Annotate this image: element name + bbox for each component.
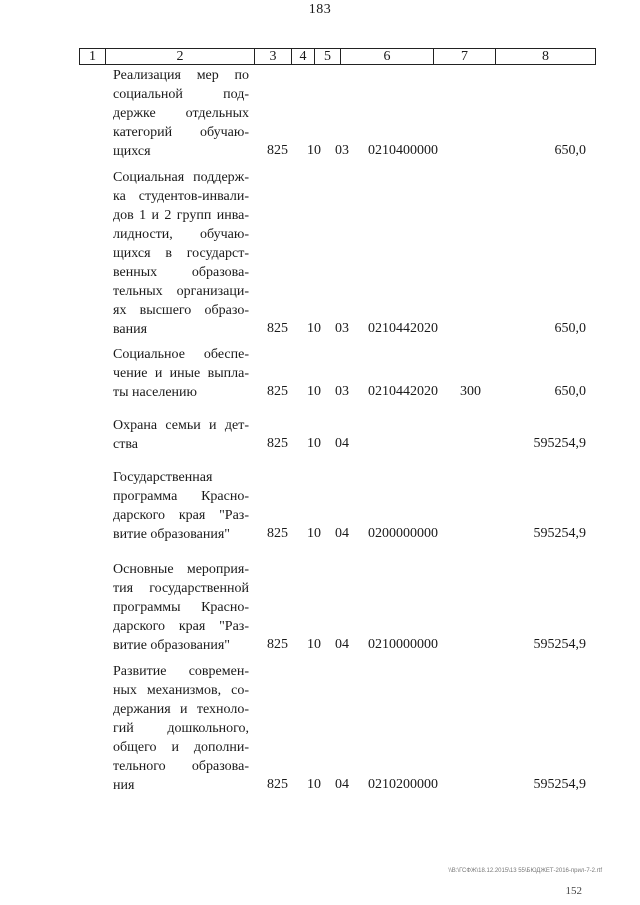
header-col-3: 3 xyxy=(255,49,292,64)
row-description xyxy=(113,468,249,544)
description-line: дарского края "Раз- xyxy=(113,508,249,523)
description-line: ных механизмов, со- xyxy=(113,683,249,698)
amount-cell: 650,0 xyxy=(554,143,586,158)
header-col-6: 6 xyxy=(341,49,434,64)
header-col-5: 5 xyxy=(315,49,341,64)
description-line: витие образования" xyxy=(113,527,230,542)
description-line: Охрана семьи и дет- xyxy=(113,418,249,433)
header-col-8: 8 xyxy=(542,49,549,64)
description-line: держке отдельных xyxy=(113,106,249,121)
ministry-code-cell: 825 xyxy=(267,384,288,399)
header-col-7: 7 xyxy=(434,49,496,64)
subsection-code-cell: 04 xyxy=(335,637,349,652)
section-code-cell: 10 xyxy=(307,321,321,336)
amount-cell: 595254,9 xyxy=(533,436,586,451)
header-col-1: 1 xyxy=(80,49,106,64)
section-code-cell: 10 xyxy=(307,526,321,541)
subsection-code-cell: 03 xyxy=(335,143,349,158)
ministry-code-cell: 825 xyxy=(267,436,288,451)
amount-cell: 595254,9 xyxy=(533,526,586,541)
row-description xyxy=(113,560,249,655)
description-line: программы Красно- xyxy=(113,600,249,615)
ministry-code-cell: 825 xyxy=(267,526,288,541)
description-line: тельных организаци- xyxy=(113,284,249,299)
description-line: Социальное обеспе- xyxy=(113,347,249,362)
row-description xyxy=(113,416,249,454)
description-line: витие образования" xyxy=(113,638,230,653)
page-number: 183 xyxy=(308,2,332,17)
section-code-cell: 10 xyxy=(307,143,321,158)
table-header-row xyxy=(79,48,596,65)
description-line: общего и дополни- xyxy=(113,740,249,755)
description-line: щихся в государст- xyxy=(113,246,249,261)
amount-cell: 595254,9 xyxy=(533,777,586,792)
ministry-code-cell: 825 xyxy=(267,637,288,652)
description-line: тия государственной xyxy=(113,581,249,596)
description-line: щихся xyxy=(113,144,151,159)
ministry-code-cell: 825 xyxy=(267,143,288,158)
description-line: дарского края "Раз- xyxy=(113,619,249,634)
target-article-code-cell: 0210442020 xyxy=(368,384,438,399)
amount-cell: 650,0 xyxy=(554,321,586,336)
description-line: ка студентов-инвали- xyxy=(113,189,249,204)
description-line: Развитие современ- xyxy=(113,664,249,679)
row-description xyxy=(113,345,249,402)
description-line: социальной под- xyxy=(113,87,249,102)
description-line: гий дошкольного, xyxy=(113,721,249,736)
description-line: тельного образова- xyxy=(113,759,249,774)
subsection-code-cell: 04 xyxy=(335,526,349,541)
description-line: программа Красно- xyxy=(113,489,249,504)
header-col-4: 4 xyxy=(292,49,315,64)
subsection-code-cell: 03 xyxy=(335,384,349,399)
description-line: ства xyxy=(113,437,138,452)
row-description xyxy=(113,662,249,795)
description-line: категорий обучаю- xyxy=(113,125,249,140)
ministry-code-cell: 825 xyxy=(267,777,288,792)
section-code-cell: 10 xyxy=(307,436,321,451)
description-line: венных образова- xyxy=(113,265,249,280)
description-line: Социальная поддерж- xyxy=(113,170,249,185)
target-article-code-cell: 0200000000 xyxy=(368,526,438,541)
description-line: ния xyxy=(113,778,135,793)
expense-type-code-cell: 300 xyxy=(460,384,481,399)
description-line: Реализация мер по xyxy=(113,68,249,83)
subsection-code-cell: 04 xyxy=(335,436,349,451)
description-line: лидности, обучаю- xyxy=(113,227,249,242)
target-article-code-cell: 0210442020 xyxy=(368,321,438,336)
target-article-code-cell: 0210400000 xyxy=(368,143,438,158)
footer-page-number: 152 xyxy=(565,885,582,897)
description-line: ты населению xyxy=(113,385,197,400)
amount-cell: 595254,9 xyxy=(533,637,586,652)
subsection-code-cell: 03 xyxy=(335,321,349,336)
section-code-cell: 10 xyxy=(307,777,321,792)
description-line: держания и техноло- xyxy=(113,702,249,717)
section-code-cell: 10 xyxy=(307,384,321,399)
header-col-2: 2 xyxy=(106,49,255,64)
row-description xyxy=(113,66,249,161)
subsection-code-cell: 04 xyxy=(335,777,349,792)
description-line: чение и иные выпла- xyxy=(113,366,249,381)
footer-file-path: \\B:\ГСФЖ\18.12.2015\13 55\БЮДЖЕТ-2016-прил-7-2.rtf xyxy=(448,868,602,874)
description-line: дов 1 и 2 групп инва- xyxy=(113,208,249,223)
row-description xyxy=(113,168,249,339)
description-line: вания xyxy=(113,322,148,337)
section-code-cell: 10 xyxy=(307,637,321,652)
description-line: Основные мероприя- xyxy=(113,562,249,577)
target-article-code-cell: 0210200000 xyxy=(368,777,438,792)
amount-cell: 650,0 xyxy=(554,384,586,399)
ministry-code-cell: 825 xyxy=(267,321,288,336)
description-line: ях высшего образо- xyxy=(113,303,249,318)
description-line: Государственная xyxy=(113,470,213,485)
target-article-code-cell: 0210000000 xyxy=(368,637,438,652)
